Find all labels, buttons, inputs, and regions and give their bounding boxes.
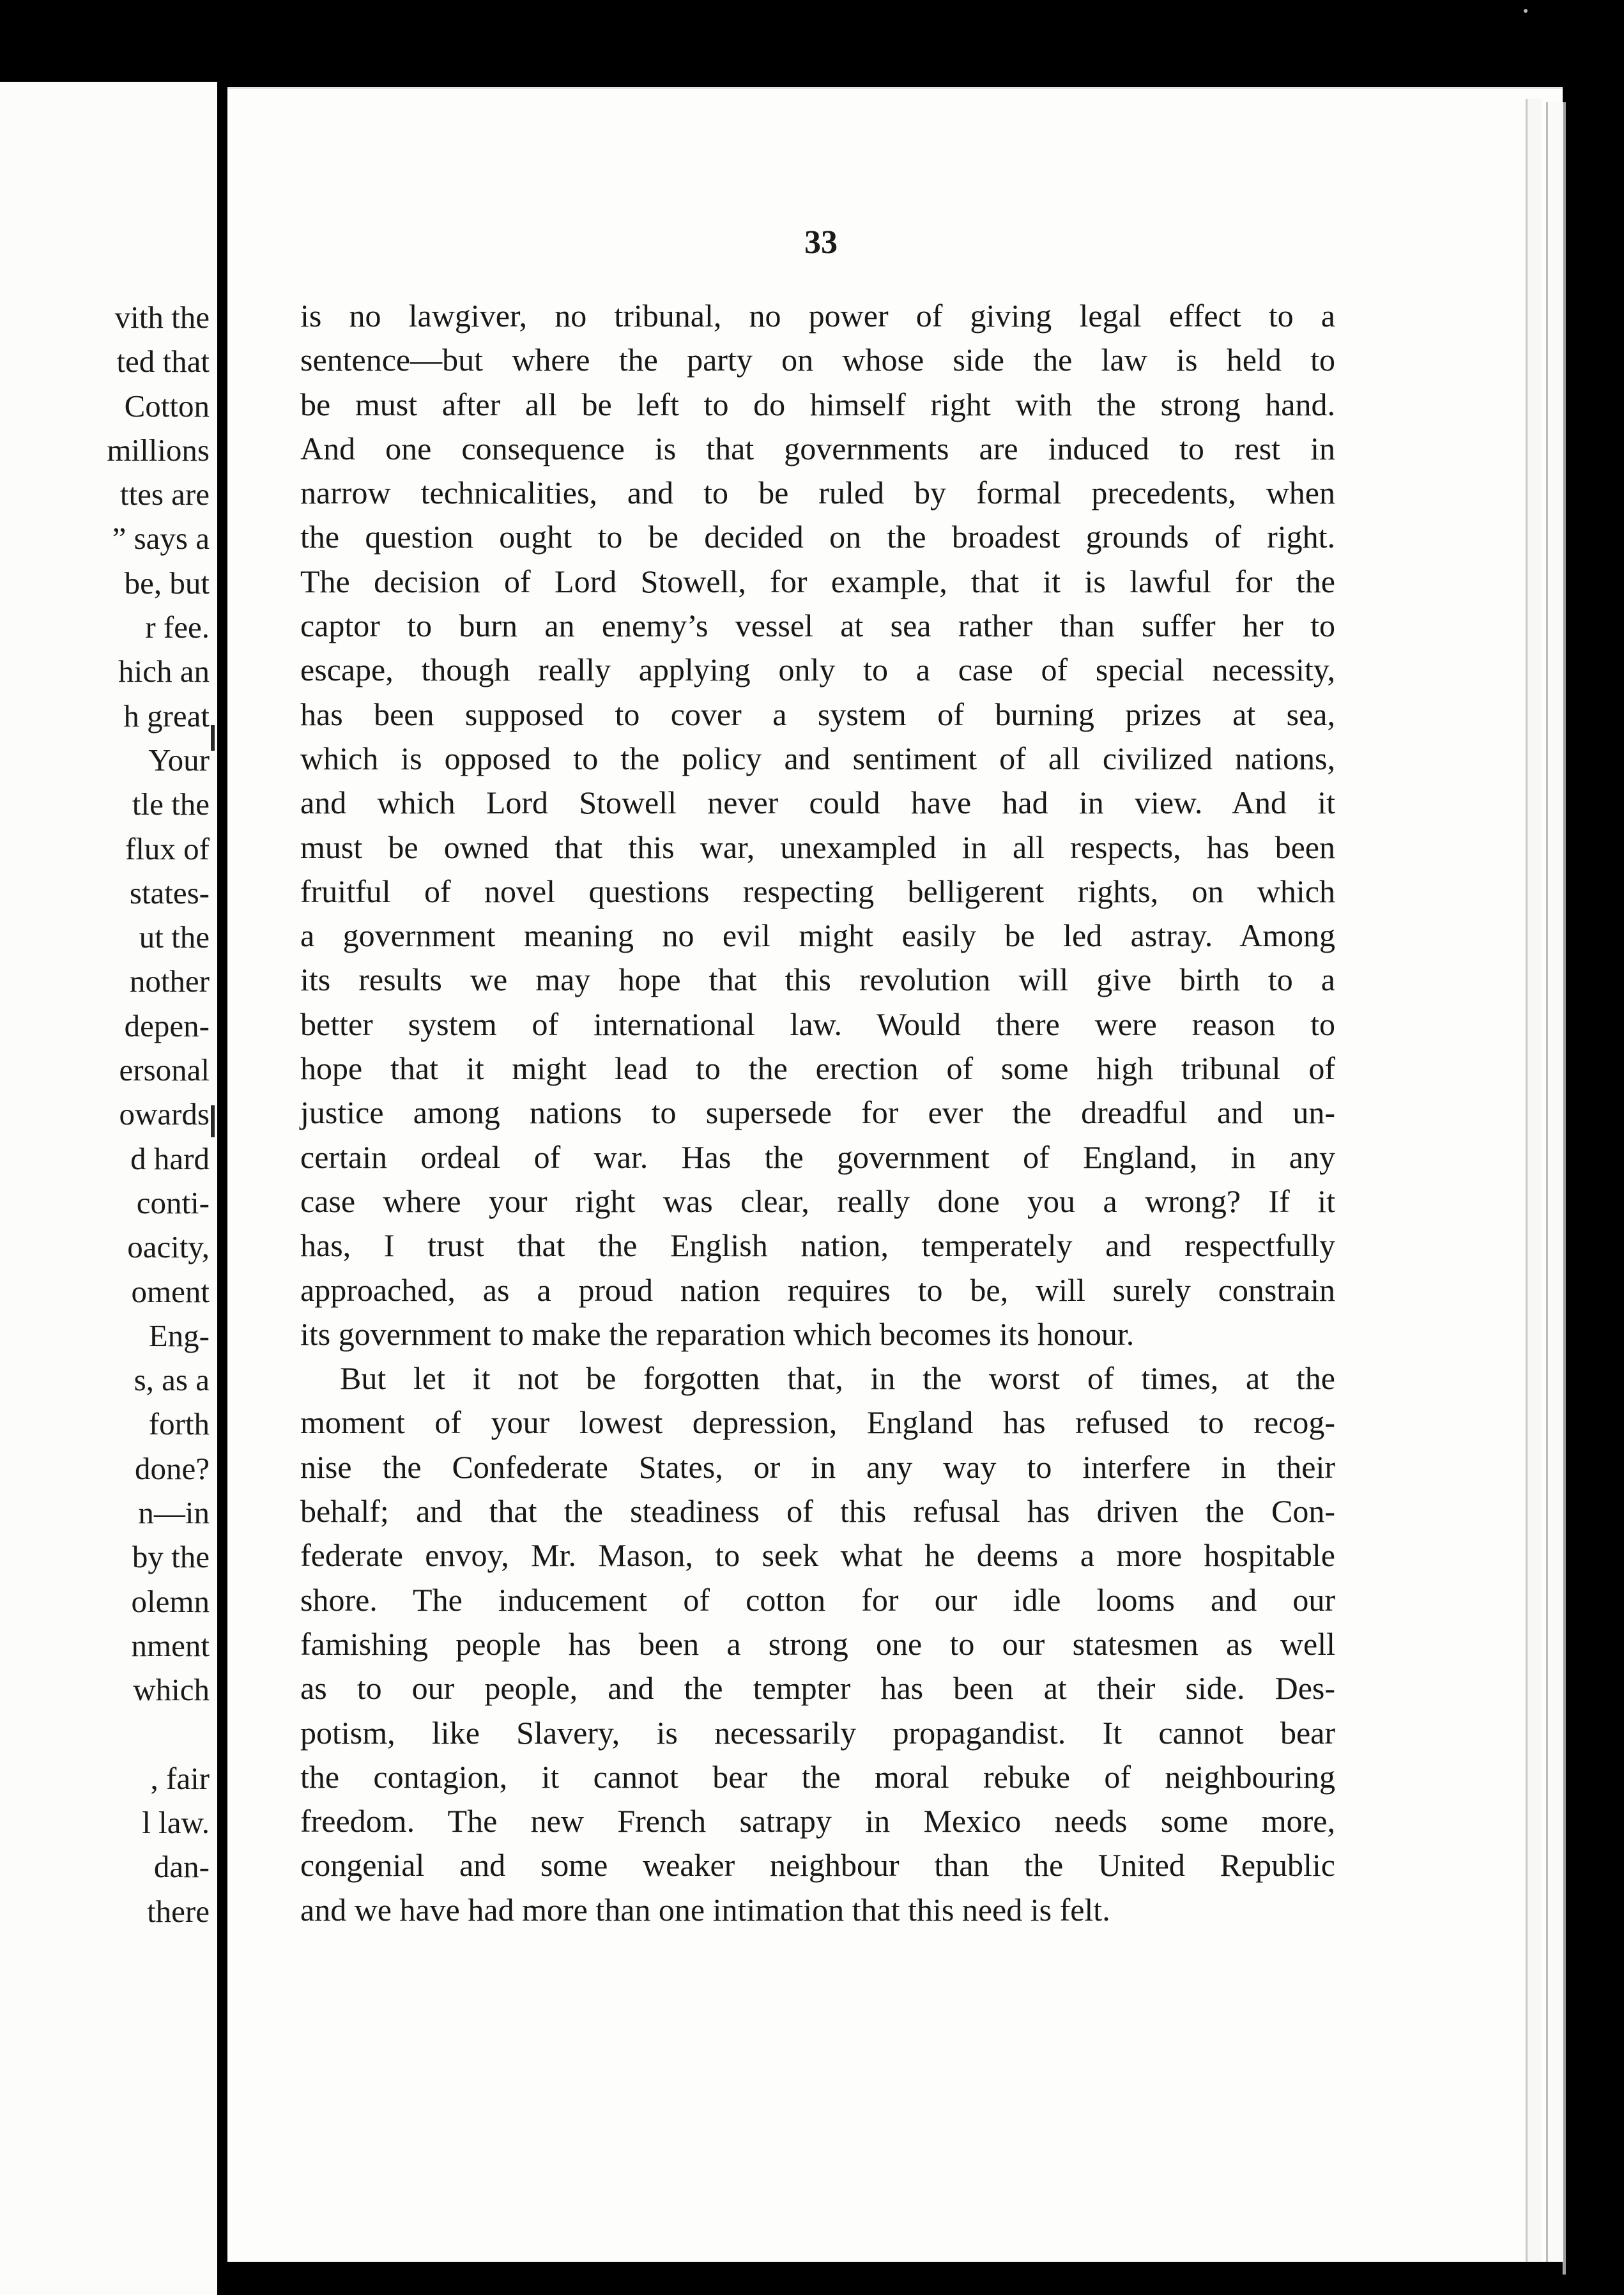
page-edge (1546, 102, 1566, 2275)
margin-mark (211, 1105, 215, 1137)
text-line: freedom. The new French satrapy in Mexico needs some more, (300, 1803, 1335, 1839)
left-fragment-line: states- (129, 875, 210, 910)
left-fragment-line: there (147, 1893, 210, 1929)
text-line: escape, though really applying only to a case of special necessity, (300, 652, 1335, 688)
left-fragment-line: oacity, (127, 1229, 210, 1265)
left-fragment-line: by the (132, 1539, 210, 1575)
book-gutter (217, 82, 227, 2295)
left-fragment-line: , fair (150, 1760, 210, 1796)
left-fragment-line: h great (123, 698, 210, 733)
text-line: better system of international law. Would there were reason to (300, 1006, 1335, 1042)
text-line: is no lawgiver, no tribunal, no power of giving legal effect to a (300, 298, 1335, 334)
text-line: certain ordeal of war. Has the government of England, in any (300, 1139, 1335, 1175)
left-fragment-blank (0, 1712, 210, 1756)
text-line: be must after all be left to do himself right with the strong hand. (300, 386, 1335, 422)
left-fragment-line: ut the (139, 919, 210, 955)
text-line: the question ought to be decided on the broadest grounds of right. (300, 519, 1335, 555)
left-fragment-line: tle the (132, 787, 210, 822)
text-line: congenial and some weaker neighbour than the United Republic (300, 1847, 1335, 1884)
text-line: hope that it might lead to the erection of some high tribunal of (300, 1050, 1335, 1087)
left-page-text-fragments (0, 295, 210, 1933)
bottom-shadow (227, 2262, 1563, 2295)
left-fragment-line: owards (119, 1096, 210, 1132)
left-fragment-line: conti- (136, 1185, 210, 1220)
margin-mark (211, 725, 215, 751)
left-fragment-line: hich an (118, 654, 210, 689)
left-fragment-line: r fee. (145, 610, 210, 645)
left-fragment-line: nother (129, 963, 210, 999)
text-line: a government meaning no evil might easily be led astray. Among (300, 917, 1335, 954)
text-line: captor to burn an enemy’s vessel at sea rather than suffer her to (300, 608, 1335, 644)
left-fragment-line: which (133, 1672, 210, 1708)
left-fragment-line: flux of (125, 831, 210, 866)
text-line: fruitful of novel questions respecting belligerent rights, on which (300, 873, 1335, 909)
left-fragment-line: vith the (114, 300, 210, 335)
text-line: potism, like Slavery, is necessarily propagandist. It cannot bear (300, 1714, 1335, 1751)
left-fragment-line: ersonal (119, 1052, 210, 1088)
left-fragment-line: ted that (116, 344, 210, 380)
text-line: moment of your lowest depression, England has refused to recog- (300, 1404, 1335, 1441)
text-line: and which Lord Stowell never could have had in view. And it (300, 785, 1335, 821)
left-fragment-line: ” says a (112, 521, 210, 556)
text-line: And one consequence is that governments are induced to rest in (300, 430, 1335, 466)
text-line: behalf; and that the steadiness of this refusal has driven the Con- (300, 1493, 1335, 1530)
text-line: federate envoy, Mr. Mason, to seek what he deems a more hospitable (300, 1537, 1335, 1574)
text-line: case where your right was clear, really done you a wrong? If it (300, 1183, 1335, 1219)
text-line: famishing people has been a strong one to our statesmen as well (300, 1625, 1335, 1662)
left-fragment-line: d hard (130, 1140, 210, 1176)
text-line: narrow technicalities, and to be ruled by formal precedents, when (300, 475, 1335, 511)
paragraph-first-line: But let it not be forgotten that, in the worst of times, at the (340, 1360, 1335, 1397)
left-fragment-line: dan- (153, 1849, 210, 1885)
left-fragment-line: depen- (124, 1008, 210, 1043)
paragraph-last-line: and we have had more than one intimation that this need is felt. (300, 1891, 1110, 1928)
text-line: must be owned that this war, unexampled in all respects, has been (300, 829, 1335, 865)
text-line: justice among nations to supersede for ever the dreadful and un- (300, 1094, 1335, 1131)
text-line: has been supposed to cover a system of burning prizes at sea, (300, 696, 1335, 732)
left-fragment-line: oment (131, 1273, 210, 1309)
left-fragment-line: done? (135, 1450, 210, 1486)
text-line: which is opposed to the policy and sentiment of all civilized nations, (300, 740, 1335, 776)
text-line: as to our people, and the tempter has been at their side. Des- (300, 1670, 1335, 1707)
text-line: the contagion, it cannot bear the moral rebuke of neighbouring (300, 1758, 1335, 1795)
text-line: The decision of Lord Stowell, for example, that it is lawful for the (300, 563, 1335, 599)
text-line: nise the Confederate States, or in any way to interfere in their (300, 1448, 1335, 1485)
left-fragment-line: Eng- (148, 1317, 210, 1353)
page-body-text (300, 294, 1335, 1932)
left-fragment-line: Your (148, 742, 210, 778)
left-fragment-line: ttes are (119, 477, 210, 512)
left-fragment-line: n—in (138, 1495, 210, 1531)
left-fragment-line: Cotton (124, 388, 210, 424)
left-fragment-line: l law. (142, 1805, 210, 1841)
left-fragment-line: olemn (131, 1583, 210, 1619)
left-facing-page (0, 82, 217, 2295)
page-edge (1526, 99, 1542, 2284)
text-line: sentence—but where the party on whose side the law is held to (300, 342, 1335, 378)
text-line: its results we may hope that this revolution will give birth to a (300, 962, 1335, 998)
left-fragment-line: forth (148, 1406, 210, 1442)
paragraph-last-line: its government to make the reparation which becomes its honour. (300, 1316, 1135, 1352)
left-fragment-line: be, but (124, 565, 210, 601)
text-line: shore. The inducement of cotton for our idle looms and our (300, 1581, 1335, 1618)
left-fragment-line: s, as a (134, 1362, 210, 1398)
text-line: has, I trust that the English nation, temperately and respectfully (300, 1227, 1335, 1264)
scan-speck (1524, 9, 1528, 13)
text-line: approached, as a proud nation requires to be, will surely constrain (300, 1271, 1335, 1308)
page-number: 33 (804, 224, 838, 261)
left-fragment-line: nment (131, 1627, 210, 1663)
left-fragment-line: millions (107, 432, 210, 468)
